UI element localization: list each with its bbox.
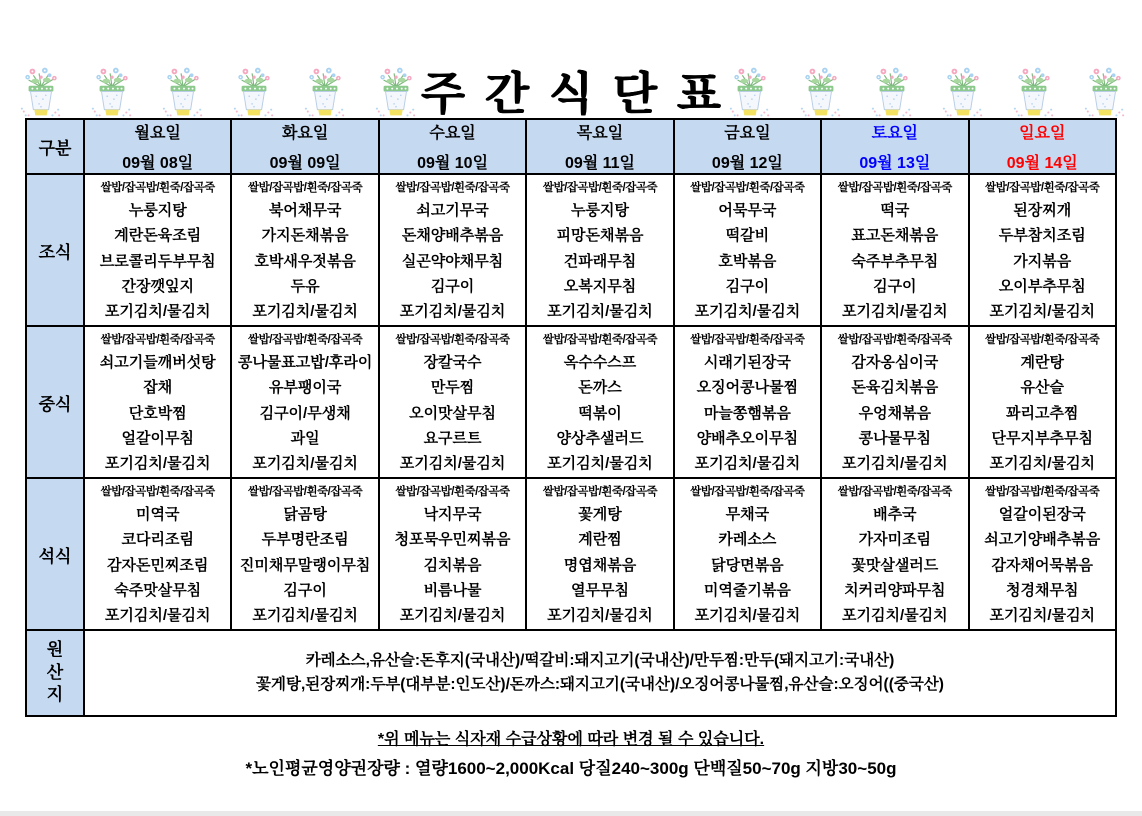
day-header-6 [821,119,968,174]
rice-options: 쌀밥/잡곡밥/흰죽/잡곡죽 [985,334,1100,347]
menu-item: 열무무침 [570,581,629,599]
menu-item: 무채국 [725,506,770,524]
menu-item: 장칼국수 [423,354,482,372]
day-header-5 [674,119,821,174]
menu-cell-lines [380,480,525,628]
row-label: 중식 [26,326,84,478]
flower-pot-icon [233,65,275,118]
menu-table [25,118,1117,717]
menu-item: 꽃게탕 [578,506,622,524]
menu-item: 계란탕 [1020,354,1064,372]
menu-item: 북어채무국 [268,202,342,220]
menu-item: 포기김치/물김치 [842,454,948,472]
menu-cell [821,326,968,478]
menu-item: 쇠고기양배추볶음 [984,531,1101,549]
menu-item: 옥수수스프 [563,354,637,372]
menu-cell [526,478,673,630]
menu-cell [526,326,673,478]
rice-options: 쌀밥/잡곡밥/흰죽/잡곡죽 [690,182,805,195]
day-date: 09월 08일 [122,155,194,172]
row-label: 석식 [26,478,84,630]
rice-options: 쌀밥/잡곡밥/흰죽/잡곡죽 [248,182,363,195]
rice-options: 쌀밥/잡곡밥/흰죽/잡곡죽 [395,182,510,195]
menu-item: 오이맛살무침 [409,404,497,422]
menu-item: 과일 [290,429,320,447]
menu-item: 꽃맛살샐러드 [851,556,939,574]
menu-item: 감자돈민찌조림 [106,556,209,574]
menu-item: 포기김치/물김치 [104,302,211,320]
menu-cell [379,174,526,326]
menu-item: 떡국 [880,202,910,220]
flower-pot-icon [729,65,771,118]
menu-item: 포기김치/물김치 [547,302,653,320]
menu-cell-lines [232,176,377,324]
rice-options: 쌀밥/잡곡밥/흰죽/잡곡죽 [100,486,215,499]
menu-cell [84,174,231,326]
meal-row-조식 [26,174,1116,326]
menu-item: 포기김치/물김치 [989,454,1096,472]
menu-item: 배추국 [873,506,917,524]
menu-item: 양배추오이무침 [696,429,799,447]
day-name: 목요일 [576,125,624,142]
menu-cell [674,326,821,478]
menu-item: 감자옹심이국 [851,354,939,372]
menu-item: 유부팽이국 [268,379,342,397]
origin-line: 꽃게탕,된장찌개:두부(대부분:인도산)/돈까스:돼지고기(국내산)/오징어콩나물찜,유산슬:오징어((중국산) [256,676,944,693]
rice-options: 쌀밥/잡곡밥/흰죽/잡곡죽 [985,182,1100,195]
menu-cell-lines [675,176,820,324]
flower-pot-icon [800,65,842,118]
menu-cell [969,174,1116,326]
menu-cell-lines [822,480,967,628]
menu-item: 가자미조림 [858,531,932,549]
flower-pots-right [729,65,1126,118]
menu-cell [969,478,1116,630]
origin-label-char: 산 [46,662,64,682]
menu-cell [821,174,968,326]
menu-item: 포기김치/물김치 [252,454,358,472]
menu-item: 오징어콩나물찜 [696,379,799,397]
day-header-7 [969,119,1116,174]
menu-item: 두유 [290,277,320,295]
menu-item: 청경채무침 [1006,581,1079,599]
rice-options: 쌀밥/잡곡밥/흰죽/잡곡죽 [100,182,215,195]
menu-item: 김구이/무생채 [259,404,351,422]
menu-item: 콩나물무침 [858,429,932,447]
day-date: 09월 14일 [1006,155,1078,172]
menu-item: 계란돈육조림 [114,227,202,245]
menu-item: 가지돈채볶음 [261,227,349,245]
menu-cell [526,174,673,326]
menu-cell-lines [970,480,1115,628]
menu-item: 닭곰탕 [283,506,327,524]
menu-cell [231,174,378,326]
menu-cell [821,478,968,630]
menu-item: 포기김치/물김치 [842,606,948,624]
menu-item: 떡볶이 [578,404,622,422]
menu-item: 포기김치/물김치 [694,606,801,624]
rice-options: 쌀밥/잡곡밥/흰죽/잡곡죽 [100,334,215,347]
menu-cell [231,326,378,478]
menu-item: 마늘쫑햄볶음 [703,404,791,422]
category-header: 구분 [26,119,84,174]
menu-item: 포기김치/물김치 [547,454,653,472]
menu-item: 포기김치/물김치 [252,302,358,320]
menu-item: 표고돈채볶음 [851,227,939,245]
day-date: 09월 10일 [417,155,489,172]
menu-item: 호박볶음 [718,252,777,270]
flower-pot-icon [304,65,346,118]
day-header-1 [84,119,231,174]
menu-item: 쇠고기들깨버섯탕 [99,354,216,372]
menu-item: 두부참치조림 [998,227,1086,245]
menu-cell [379,326,526,478]
menu-item: 돈채양배추볶음 [401,227,504,245]
menu-item: 누룽지탕 [570,202,629,220]
rice-options: 쌀밥/잡곡밥/흰죽/잡곡죽 [248,486,363,499]
menu-cell-lines [675,328,820,476]
menu-cell-lines [85,480,230,628]
day-date: 09월 13일 [859,155,931,172]
flower-pot-icon [1084,65,1126,118]
menu-item: 포기김치/물김치 [399,302,506,320]
rice-options: 쌀밥/잡곡밥/흰죽/잡곡죽 [395,486,510,499]
day-name: 화요일 [281,125,329,142]
menu-item: 브로콜리두부무침 [99,252,216,270]
menu-cell-lines [527,176,672,324]
menu-item: 포기김치/물김치 [104,454,211,472]
menu-cell-lines [822,328,967,476]
menu-item: 잡채 [143,379,173,397]
menu-item: 진미채무말랭이무침 [239,556,371,574]
menu-item: 단무지부추무침 [991,429,1093,447]
menu-item: 미역국 [135,506,180,524]
menu-item: 실곤약야채무침 [401,252,504,270]
menu-item: 숙주부추무침 [851,252,939,270]
menu-item: 가지볶음 [1013,252,1072,270]
menu-cell-lines [970,328,1115,476]
menu-item: 간장깻잎지 [121,277,194,295]
menu-item: 양상추샐러드 [556,429,644,447]
flower-pot-icon [91,65,133,118]
menu-item: 치커리양파무침 [844,581,946,599]
menu-cell-lines [232,480,377,628]
page-title: 주 간 식 단 표 [421,68,725,119]
menu-cell-lines [85,328,230,476]
menu-item: 포기김치/물김치 [547,606,653,624]
origin-row [26,630,1116,716]
flower-pot-icon [871,65,913,118]
menu-item: 꽈리고추찜 [1006,404,1079,422]
day-header-4 [526,119,673,174]
menu-item: 김구이 [873,277,917,295]
menu-item: 김구이 [725,277,770,295]
meal-row-석식 [26,478,1116,630]
menu-item: 숙주맛살무침 [114,581,202,599]
menu-item: 만두찜 [430,379,475,397]
rice-options: 쌀밥/잡곡밥/흰죽/잡곡죽 [542,334,658,347]
menu-item: 포기김치/물김치 [399,606,506,624]
rice-options: 쌀밥/잡곡밥/흰죽/잡곡죽 [248,334,363,347]
menu-item: 포기김치/물김치 [399,454,506,472]
rice-options: 쌀밥/잡곡밥/흰죽/잡곡죽 [690,334,805,347]
menu-item: 피망돈채볶음 [556,227,644,245]
menu-item: 된장찌개 [1013,202,1072,220]
menu-item: 코다리조림 [121,531,194,549]
day-name: 토요일 [871,125,918,142]
rice-options: 쌀밥/잡곡밥/흰죽/잡곡죽 [837,334,952,347]
menu-item: 포기김치/물김치 [694,302,801,320]
rice-options: 쌀밥/잡곡밥/흰죽/잡곡죽 [690,486,805,499]
menu-item: 김구이 [430,277,475,295]
menu-item: 김치볶음 [423,556,482,574]
menu-item: 오복지무침 [563,277,637,295]
menu-item: 미역줄기볶음 [703,581,791,599]
day-name: 일요일 [1019,125,1066,142]
day-date: 09월 11일 [564,155,636,172]
table-header-row [26,119,1116,174]
flower-pot-icon [162,65,204,118]
footer-notes [25,726,1117,779]
menu-item: 포기김치/물김치 [694,454,801,472]
menu-item: 두부명란조림 [261,531,349,549]
menu-cell-lines [380,176,525,324]
menu-cell [674,478,821,630]
note-menu-change: *위 메뉴는 식자재 수급상황에 따라 변경 될 수 있습니다. [377,731,765,748]
day-name: 월요일 [134,125,181,142]
menu-cell [674,174,821,326]
note-nutrition: *노인평균영양권장량 : 열량1600~2,000Kcal 당질240~300g 단백질50~70g 지방30~50g [245,759,897,778]
rice-options: 쌀밥/잡곡밥/흰죽/잡곡죽 [542,486,658,499]
menu-item: 오이부추무침 [998,277,1086,295]
rice-options: 쌀밥/잡곡밥/흰죽/잡곡죽 [837,182,952,195]
origin-label-char: 원 [46,639,64,659]
menu-item: 떡갈비 [725,227,770,245]
day-header-2 [231,119,378,174]
day-date: 09월 12일 [711,155,783,172]
menu-cell-lines [527,328,672,476]
menu-item: 요구르트 [423,429,482,447]
menu-item: 얼갈이무침 [121,429,194,447]
menu-cell-lines [970,176,1115,324]
menu-item: 김구이 [283,581,327,599]
menu-item: 돈까스 [578,379,622,397]
day-date: 09월 09일 [269,155,341,172]
rice-options: 쌀밥/잡곡밥/흰죽/잡곡죽 [395,334,510,347]
row-label: 조식 [26,174,84,326]
rice-options: 쌀밥/잡곡밥/흰죽/잡곡죽 [985,486,1100,499]
menu-cell [84,478,231,630]
menu-item: 돈육김치볶음 [851,379,939,397]
menu-item: 청포묵우민찌볶음 [394,531,511,549]
menu-item: 시래기된장국 [703,354,791,372]
title-row [0,0,1142,118]
day-name: 금요일 [724,125,771,142]
menu-cell-lines [527,480,672,628]
menu-item: 포기김치/물김치 [842,302,948,320]
menu-item: 닭당면볶음 [711,556,784,574]
menu-cell-lines [822,176,967,324]
menu-item: 호박새우젓볶음 [254,252,356,270]
origin-line: 카레소스,유산슬:돈후지(국내산)/떡갈비:돼지고기(국내산)/만두찜:만두(돼지고기:국내산) [305,651,895,669]
menu-item: 얼갈이된장국 [998,506,1086,524]
flower-pot-icon [20,65,62,118]
menu-item: 유산슬 [1020,379,1064,397]
menu-cell-lines [232,328,377,476]
menu-item: 포기김치/물김치 [252,606,358,624]
menu-cell-lines [675,480,820,628]
origin-label-char: 지 [46,685,64,705]
origin-label [26,630,84,716]
origin-cell [84,630,1116,716]
menu-item: 카레소스 [718,531,777,549]
menu-item: 어묵무국 [718,202,777,220]
menu-item: 건파래무침 [563,252,637,270]
menu-item: 낙지무국 [423,506,482,524]
menu-item: 비름나물 [423,581,482,599]
menu-item: 감자채어묵볶음 [991,556,1093,574]
flower-pot-icon [942,65,984,118]
menu-cell [231,478,378,630]
day-name: 수요일 [429,125,476,142]
menu-cell-lines [380,328,525,476]
window-bottom-edge [0,811,1142,816]
menu-item: 포기김치/물김치 [989,302,1096,320]
flower-pot-icon [1013,65,1055,118]
flower-pot-icon [375,65,417,118]
meal-row-중식 [26,326,1116,478]
menu-item: 포기김치/물김치 [989,606,1096,624]
day-header-3 [379,119,526,174]
rice-options: 쌀밥/잡곡밥/흰죽/잡곡죽 [542,182,658,195]
rice-options: 쌀밥/잡곡밥/흰죽/잡곡죽 [837,486,952,499]
menu-item: 계란찜 [578,531,622,549]
menu-item: 콩나물표고밥/후라이 [237,354,373,372]
menu-item: 포기김치/물김치 [104,606,211,624]
menu-item: 누룽지탕 [128,202,187,220]
menu-cell [379,478,526,630]
menu-item: 우엉채볶음 [858,404,932,422]
menu-cell [84,326,231,478]
menu-cell-lines [85,176,230,324]
flower-pots-left [20,65,417,118]
menu-cell [969,326,1116,478]
menu-item: 쇠고기무국 [416,202,489,220]
menu-item: 단호박찜 [128,404,187,422]
menu-item: 명엽채볶음 [563,556,637,574]
